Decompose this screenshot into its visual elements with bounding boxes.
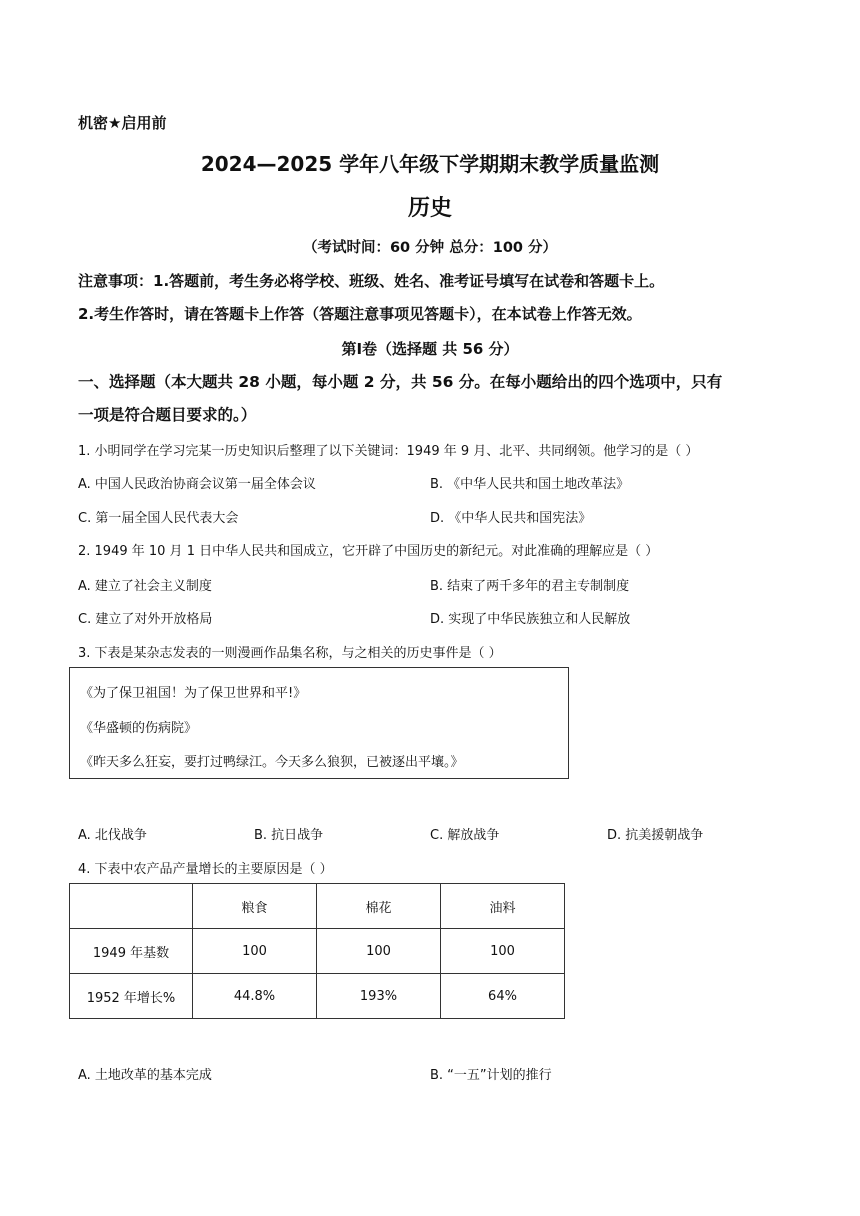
production-table — [69, 883, 565, 1019]
question-2-option-c: C. 建立了对外开放格局 — [78, 612, 213, 627]
question-1-option-b: B. 《中华人民共和国土地改革法》 — [430, 477, 630, 492]
table-row — [70, 929, 565, 974]
table-header-cell: 油料 — [441, 884, 565, 929]
question-3-option-b: B. 抗日战争 — [254, 828, 324, 843]
question-2-option-a: A. 建立了社会主义制度 — [78, 579, 212, 594]
table-row — [70, 974, 565, 1019]
table-cell: 64% — [441, 974, 565, 1019]
question-3-option-d: D. 抗美援朝战争 — [607, 828, 704, 843]
comic-title-2: 《华盛顿的伤病院》 — [80, 721, 198, 736]
table-cell: 1952 年增长% — [70, 974, 193, 1019]
question-2-option-d: D. 实现了中华民族独立和人民解放 — [430, 612, 631, 627]
exam-info: （考试时间：60 分钟 总分：100 分） — [302, 240, 558, 256]
table-cell: 100 — [193, 929, 317, 974]
notice-line-2: 2.考生作答时，请在答题卡上作答（答题注意事项见答题卡），在本试卷上作答无效。 — [78, 305, 642, 323]
table-cell: 100 — [441, 929, 565, 974]
comic-title-1: 《为了保卫祖国！为了保卫世界和平!》 — [80, 686, 307, 701]
exam-title: 2024—2025 学年八年级下学期期末教学质量监测 — [200, 152, 660, 176]
table-header-cell — [70, 884, 193, 929]
question-2-option-b: B. 结束了两千多年的君主专制制度 — [430, 579, 630, 594]
table-cell: 44.8% — [193, 974, 317, 1019]
question-2-stem: 2. 1949 年 10 月 1 日中华人民共和国成立，它开辟了中国历史的新纪元。对此准确的理解应是（ ） — [78, 544, 659, 559]
question-3-option-a: A. 北伐战争 — [78, 828, 147, 843]
volume-title: 第Ⅰ卷（选择题 共 56 分） — [341, 340, 519, 358]
question-1-option-a: A. 中国人民政治协商会议第一届全体会议 — [78, 477, 316, 492]
question-4-option-a: A. 土地改革的基本完成 — [78, 1068, 212, 1083]
question-1-option-d: D. 《中华人民共和国宪法》 — [430, 511, 592, 526]
comic-titles-box — [69, 667, 569, 779]
question-1-stem: 1. 小明同学在学习完某一历史知识后整理了以下关键词：1949 年 9 月、北平、共同纲领。他学习的是（ ） — [78, 444, 699, 459]
notice-line-1: 注意事项：1.答题前，考生务必将学校、班级、姓名、准考证号填写在试卷和答题卡上。 — [78, 272, 665, 290]
question-3-option-c: C. 解放战争 — [430, 828, 500, 843]
table-cell: 193% — [317, 974, 441, 1019]
section-heading-line-1: 一、选择题（本大题共 28 小题，每小题 2 分，共 56 分。在每小题给出的四个选项中，只有 — [78, 373, 723, 391]
question-1-option-c: C. 第一届全国人民代表大会 — [78, 511, 239, 526]
confidential-label: 机密★启用前 — [78, 114, 167, 132]
question-3-stem: 3. 下表是某杂志发表的一则漫画作品集名称，与之相关的历史事件是（ ） — [78, 646, 502, 661]
subject-title: 历史 — [407, 196, 452, 221]
section-heading-line-2: 一项是符合题目要求的。） — [78, 406, 257, 424]
table-header-cell: 棉花 — [317, 884, 441, 929]
table-header-row — [70, 884, 565, 929]
table-cell: 100 — [317, 929, 441, 974]
comic-title-3: 《昨天多么狂妄，要打过鸭绿江。今天多么狼狈，已被逐出平壤。》 — [80, 755, 464, 770]
question-4-stem: 4. 下表中农产品产量增长的主要原因是（ ） — [78, 862, 333, 877]
table-cell: 1949 年基数 — [70, 929, 193, 974]
table-header-cell: 粮食 — [193, 884, 317, 929]
question-4-option-b: B. “一五”计划的推行 — [430, 1068, 552, 1083]
